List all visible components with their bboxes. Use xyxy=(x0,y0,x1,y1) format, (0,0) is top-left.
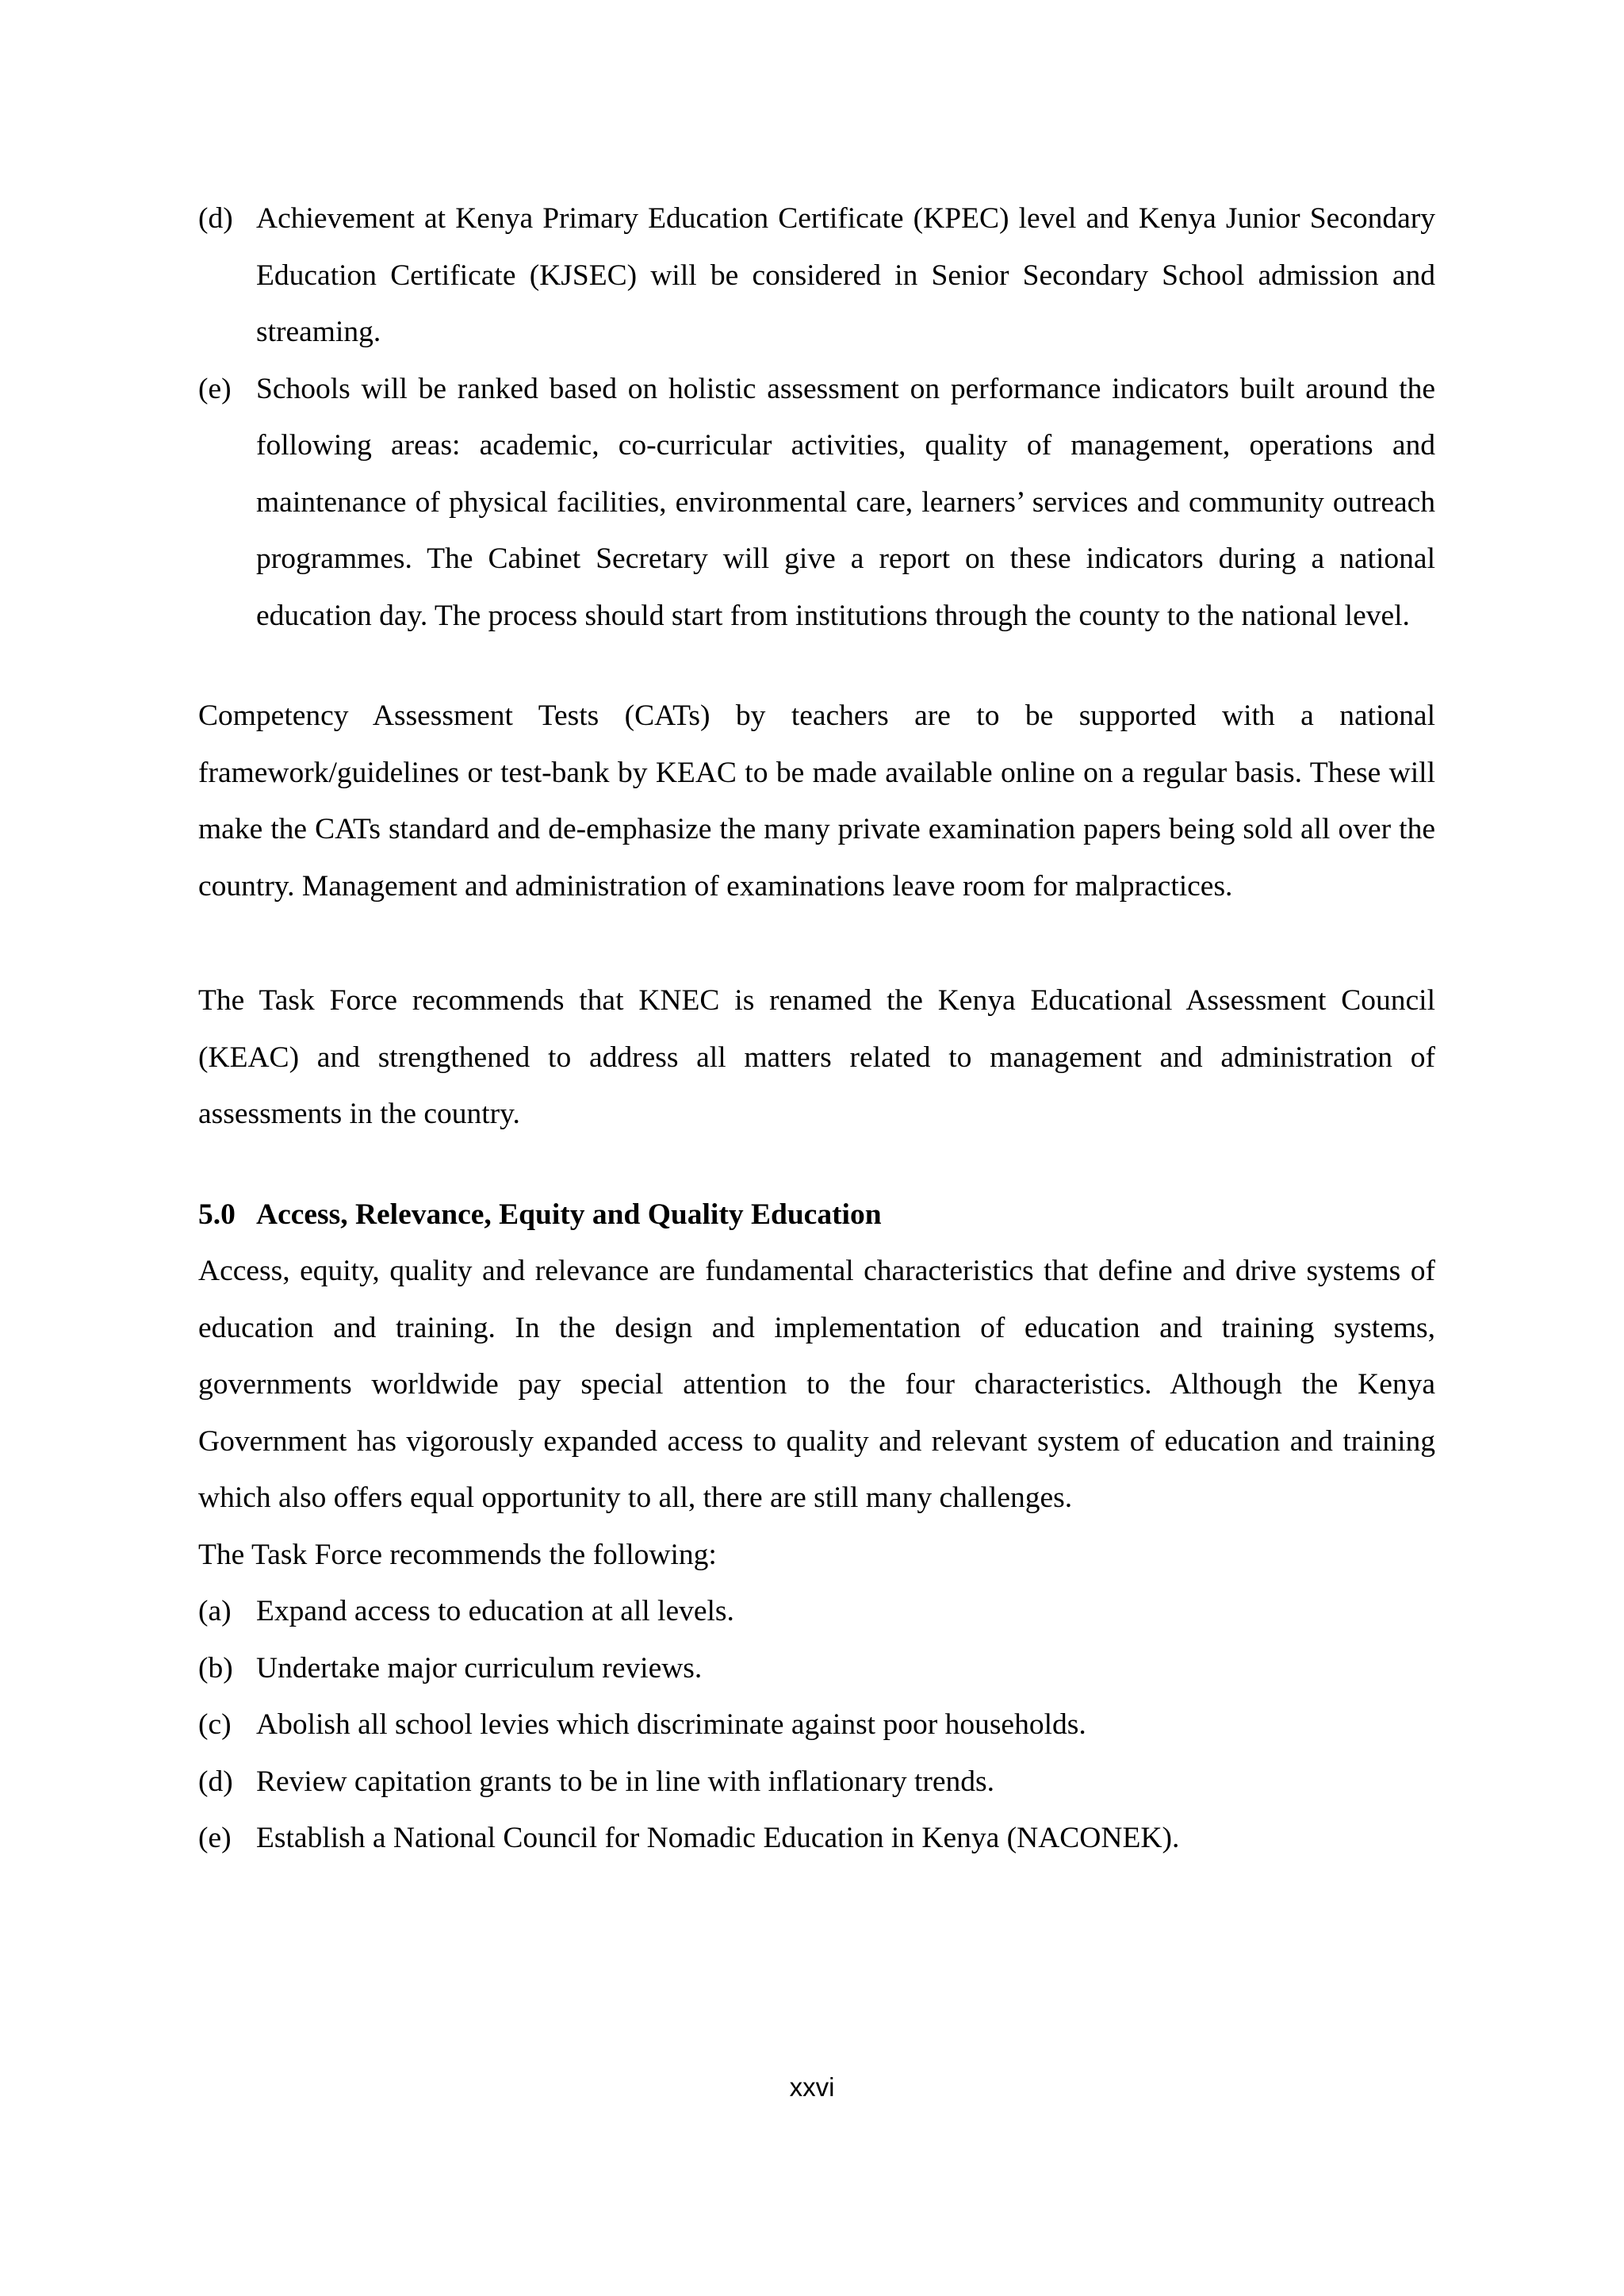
section-title: Access, Relevance, Equity and Quality Education xyxy=(256,1198,882,1231)
recommendation-text: Abolish all school levies which discriminate against poor households. xyxy=(256,1708,1086,1741)
list-marker: (d) xyxy=(198,202,233,235)
recommendation-text: Review capitation grants to be in line with inflationary trends. xyxy=(256,1765,995,1798)
page-number: xxvi xyxy=(789,2072,835,2102)
section-number: 5.0 xyxy=(198,1198,236,1231)
recommendation-item xyxy=(198,1583,1435,1640)
recommendation-text: Undertake major curriculum reviews. xyxy=(256,1651,703,1685)
list-marker: (d) xyxy=(198,1765,233,1798)
list-marker: (c) xyxy=(198,1708,232,1741)
section-lead-in: The Task Force recommends the following: xyxy=(198,1538,717,1571)
recommendation-text: Expand access to education at all levels. xyxy=(256,1595,734,1627)
paragraph-knec: The Task Force recommends that KNEC is renamed the Kenya Educational Assessment Council (KEAC) and strengthened to address all matters related to management and administration of assessments in the country. xyxy=(198,984,1435,1130)
list-item-e-ranking xyxy=(198,361,1435,645)
list-marker: (b) xyxy=(198,1651,233,1685)
recommendation-item xyxy=(198,1640,1435,1697)
list-marker: (e) xyxy=(198,372,232,405)
section-intro: Access, equity, quality and relevance are fundamental characteristics that define and drive systems of education and training. In the design and implementation of education and training systems, governments worldwide pay special attention to the four characteristics. Although the Kenya Government has vigorously expanded access to quality and relevant system of education and training which also offers equal opportunity to all, there are still many challenges. xyxy=(198,1255,1435,1514)
list-item-d-kpec xyxy=(198,190,1435,361)
paragraph-cats: Competency Assessment Tests (CATs) by teachers are to be supported with a national framework/guidelines or test-bank by KEAC to be made available online on a regular basis. These will make the CATs standard and de-emphasize the many private examination papers being sold all over the country. Management and administration of examinations leave room for malpractices. xyxy=(198,700,1435,903)
recommendation-text: Establish a National Council for Nomadic Education in Kenya (NACONEK). xyxy=(256,1822,1180,1854)
recommendation-item xyxy=(198,1810,1435,1867)
list-item-text: Schools will be ranked based on holistic assessment on performance indicators built around the following areas: academic, co-curricular activities, quality of management, operations and maintenance of physical facilities, environmental care, learners’ services and community outreach programmes. The Cabinet Secretary will give a report on these indicators during a national education day. The process should start from institutions through the county to the national level. xyxy=(256,372,1435,632)
section-heading xyxy=(198,1186,1435,1244)
list-marker: (a) xyxy=(198,1595,232,1627)
recommendation-item xyxy=(198,1696,1435,1754)
list-item-text: Achievement at Kenya Primary Education Certificate (KPEC) level and Kenya Junior Secondary Education Certificate (KJSEC) will be considered in Senior Secondary School admission and streaming. xyxy=(256,202,1435,348)
recommendation-item xyxy=(198,1754,1435,1811)
document-page xyxy=(198,190,1435,1867)
list-marker: (e) xyxy=(198,1822,232,1854)
